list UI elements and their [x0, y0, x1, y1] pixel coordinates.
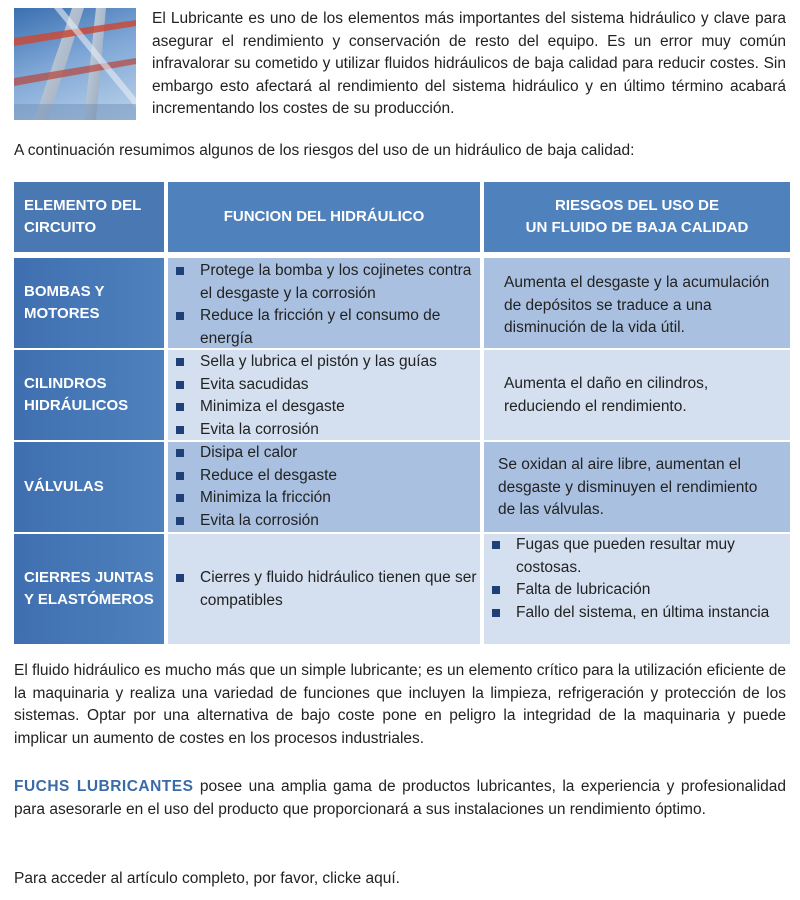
header-risks: [484, 182, 790, 252]
square-bullet-icon: [176, 403, 184, 411]
hero-steel-structure-image: [14, 8, 136, 120]
row-element-line1: VÁLVULAS: [24, 478, 104, 495]
square-bullet-icon: [176, 267, 184, 275]
row-element: [14, 442, 164, 532]
closing-link-text[interactable]: Para acceder al artículo completo, por favor, clicke aquí.: [14, 870, 400, 887]
row-element-line2: Y ELASTÓMEROS: [24, 591, 154, 608]
row-element-line1: CIERRES JUNTAS: [24, 569, 154, 586]
row-element: [14, 350, 164, 440]
row-functions: [168, 350, 480, 440]
row-element-line2: HIDRÁULICOS: [24, 397, 129, 414]
square-bullet-icon: [176, 472, 184, 480]
row-risk: Aumenta el desgaste y la acumulación de depósitos se traduce a una disminución de la vida útil.: [484, 258, 790, 348]
table-row-cilindros: [14, 350, 790, 440]
function-item: Reduce la fricción y el consumo de energía: [168, 305, 480, 350]
header-element-line1: ELEMENTO DEL: [24, 197, 142, 214]
row-risks: [484, 534, 790, 644]
intro-paragraph: El Lubricante es uno de los elementos más importantes del sistema hidráulico y clave para asegurar el rendimiento y conservación de resto del equipo. Es un error muy común infravalorar su cometido y utilizar fluidos hidráulicos de baja calidad para reducir costes. Sin embargo esto afectará al rendimiento del sistema hidráulico y en último término acabará incrementando los costes de su producción.: [152, 10, 786, 117]
paragraph-brand: [14, 776, 786, 821]
risk-item: Fallo del sistema, en última instancia: [484, 602, 770, 625]
function-item: Sella y lubrica el pistón y las guías: [168, 351, 480, 374]
square-bullet-icon: [492, 541, 500, 549]
row-element-line1: BOMBAS Y: [24, 283, 105, 300]
risk-item: Fugas que pueden resultar muy costosas.: [484, 534, 770, 579]
square-bullet-icon: [176, 517, 184, 525]
row-risk: Se oxidan al aire libre, aumentan el desgaste y disminuyen el rendimiento de las válvulas.: [484, 442, 790, 532]
brand-description: posee una amplia gama de productos lubricantes, la experiencia y profesionalidad para asesorarle en el uso del producto que proporcionará a sus instalaciones un rendimiento óptimo.: [14, 778, 787, 818]
function-item: Reduce el desgaste: [168, 465, 480, 488]
header-element-line2: CIRCUITO: [24, 219, 97, 236]
table-row-cierres: [14, 534, 790, 644]
function-item: Evita la corrosión: [168, 419, 480, 442]
function-item: Minimiza la fricción: [168, 487, 480, 510]
table-row-bombas: [14, 258, 790, 348]
header-risks-line2: UN FLUIDO DE BAJA CALIDAD: [525, 219, 749, 236]
square-bullet-icon: [492, 609, 500, 617]
row-element: [14, 258, 164, 348]
header-function: FUNCION DEL HIDRÁULICO: [168, 182, 480, 252]
row-functions: [168, 442, 480, 532]
function-item: Minimiza el desgaste: [168, 396, 480, 419]
square-bullet-icon: [176, 358, 184, 366]
square-bullet-icon: [176, 426, 184, 434]
header-risks-line1: RIESGOS DEL USO DE: [555, 197, 719, 214]
risk-item: Falta de lubricación: [484, 579, 770, 602]
square-bullet-icon: [176, 449, 184, 457]
function-item: Evita la corrosión: [168, 510, 480, 533]
square-bullet-icon: [176, 574, 184, 582]
square-bullet-icon: [492, 586, 500, 594]
function-item: Cierres y fluido hidráulico tienen que ser compatibles: [168, 567, 480, 612]
row-element-line1: CILINDROS: [24, 375, 107, 392]
row-element: [14, 534, 164, 644]
function-item: Evita sacudidas: [168, 374, 480, 397]
row-functions: [168, 258, 480, 348]
brand-name: FUCHS LUBRICANTES: [14, 778, 194, 795]
function-item: Protege la bomba y los cojinetes contra el desgaste y la corrosión: [168, 260, 480, 305]
square-bullet-icon: [176, 312, 184, 320]
table-header-row: [14, 182, 790, 252]
table-row-valvulas: [14, 442, 790, 532]
row-element-line2: MOTORES: [24, 305, 100, 322]
lead-sentence: A continuación resumimos algunos de los riesgos del uso de un hidráulico de baja calidad:: [14, 142, 635, 159]
row-risk: Aumenta el daño en cilindros, reduciendo el rendimiento.: [484, 350, 790, 440]
square-bullet-icon: [176, 494, 184, 502]
function-item: Disipa el calor: [168, 442, 480, 465]
row-functions: [168, 534, 480, 644]
square-bullet-icon: [176, 381, 184, 389]
header-element: [14, 182, 164, 252]
paragraph-fluid: El fluido hidráulico es mucho más que un simple lubricante; es un elemento crítico para la utilización eficiente de la maquinaria y realiza una variedad de funciones que incluyen la limpieza, refrigeración y protección de los sistemas. Optar por una alternativa de bajo coste pone en peligro la integridad de la maquinaria y puede implicar un aumento de costes en los procesos industriales.: [14, 662, 786, 747]
